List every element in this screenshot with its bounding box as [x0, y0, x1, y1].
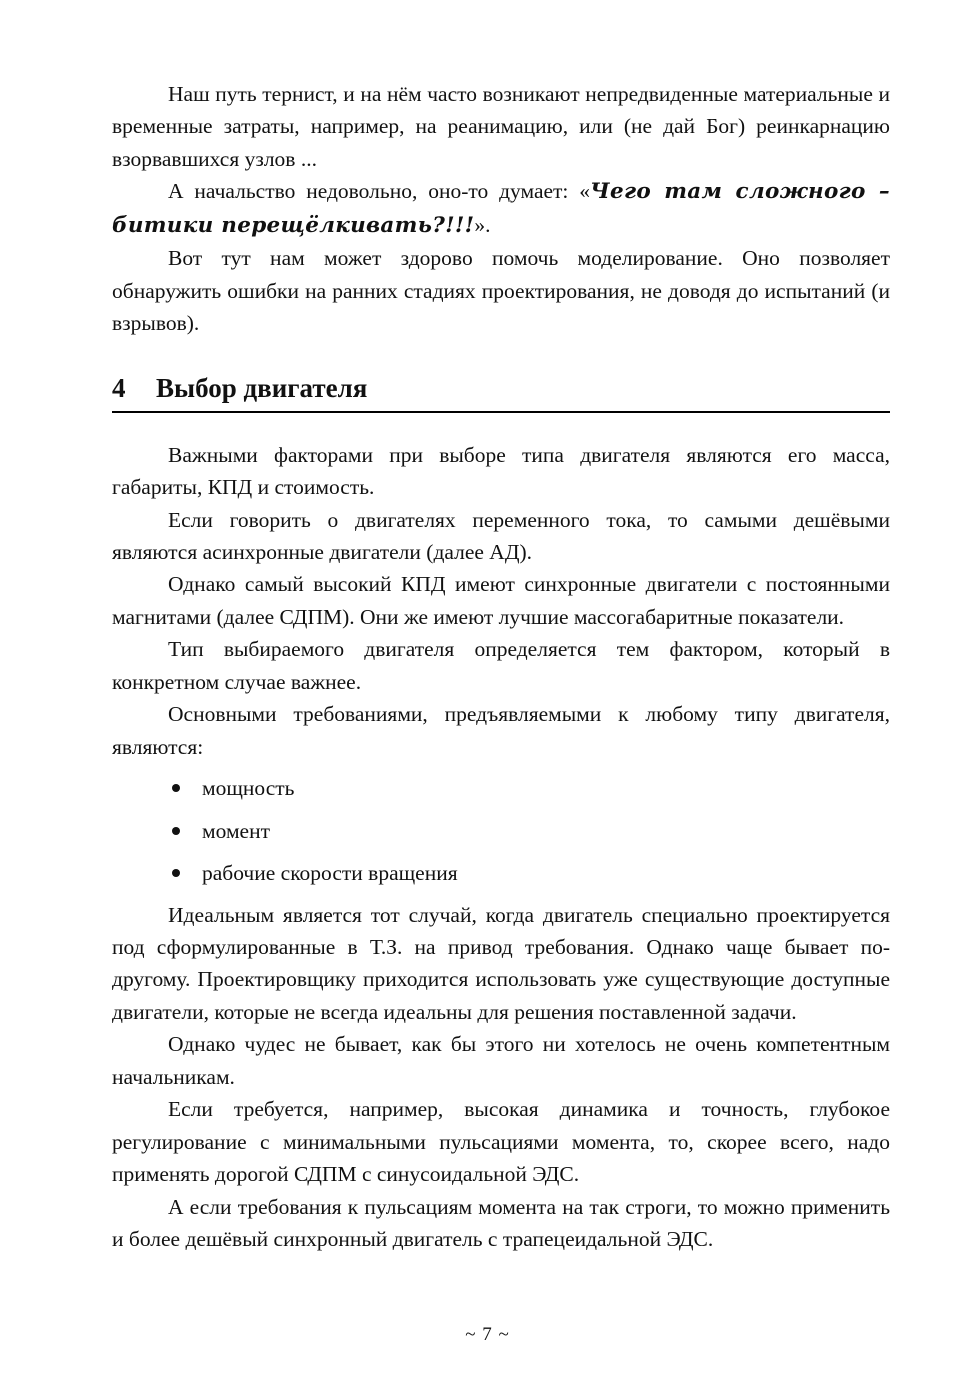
paragraph-body-8: Если требуется, например, высокая динамика и точность, глубокое регулирование с минимальными пульсациями момента, то, скорее всего, надо применять дорогой СДПМ с синусоидальной ЭДС.	[112, 1097, 890, 1187]
quote-tail: ».	[474, 212, 491, 237]
list-item	[112, 810, 890, 852]
bullet-dot-icon	[172, 784, 180, 792]
paragraph-body-5: Основными требованиями, предъявляемыми к любому типу двигателя, являются:	[112, 702, 890, 759]
paragraph-body-6: Идеальным является тот случай, когда двигатель специально проектируется под сформулированные в Т.З. на привод требования. Однако чаще бывает по-другому. Проектировщику приходится использовать уже существующие доступные двигатели, которые не всегда идеальны для решения поставленной задачи.	[112, 902, 890, 1024]
page-number: ~ 7 ~	[465, 1324, 510, 1345]
quote-lead: А начальство недовольно, оно-то думает: «	[168, 179, 591, 204]
paragraph-body-7: Однако чудес не бывает, как бы этого ни хотелось не очень компетентным начальникам.	[112, 1032, 890, 1089]
bullet-dot-icon	[172, 869, 180, 877]
list-item-label: момент	[202, 818, 270, 843]
section-number: 4	[112, 372, 126, 403]
paragraph-body-4: Тип выбираемого двигателя определяется тем фактором, который в конкретном случае важнее.	[112, 637, 890, 694]
list-item-label: рабочие скорости вращения	[202, 861, 458, 886]
paragraph-intro-1: Наш путь тернист, и на нём часто возникают непредвиденные материальные и временные затраты, например, на реанимацию, или (не дай Бог) реинкарнацию взорвавшихся узлов ...	[112, 82, 890, 171]
paragraph-body-1: Важными факторами при выборе типа двигателя являются его масса, габариты, КПД и стоимость.	[112, 442, 890, 500]
paragraph-intro-2: Вот тут нам может здорово помочь моделирование. Оно позволяет обнаружить ошибки на ранних стадиях проектирования, не доводя до испытаний (и взрывов).	[112, 246, 890, 336]
requirements-list	[112, 767, 890, 894]
paragraph-body-2: Если говорить о двигателях переменного тока, то самыми дешёвыми являются асинхронные двигатели (далее АД).	[112, 507, 890, 564]
list-item	[112, 852, 890, 894]
paragraph-body-3: Однако самый высокий КПД имеют синхронные двигатели с постоянными магнитами (далее СДПМ). Они же имеют лучшие массогабаритные показатели.	[112, 572, 890, 629]
section-heading	[112, 373, 890, 413]
bullet-dot-icon	[172, 827, 180, 835]
paragraph-quote	[112, 175, 890, 242]
quote-handwritten: Чего там сложного – битики перещёлкивать?!!!	[112, 179, 890, 238]
section-title: Выбор двигателя	[156, 372, 368, 403]
list-item	[112, 767, 890, 809]
list-item-label: мощность	[202, 776, 295, 801]
paragraph-body-9: А если требования к пульсациям момента на так строги, то можно применить и более дешёвый синхронный двигатель с трапецеидальной ЭДС.	[112, 1194, 890, 1252]
